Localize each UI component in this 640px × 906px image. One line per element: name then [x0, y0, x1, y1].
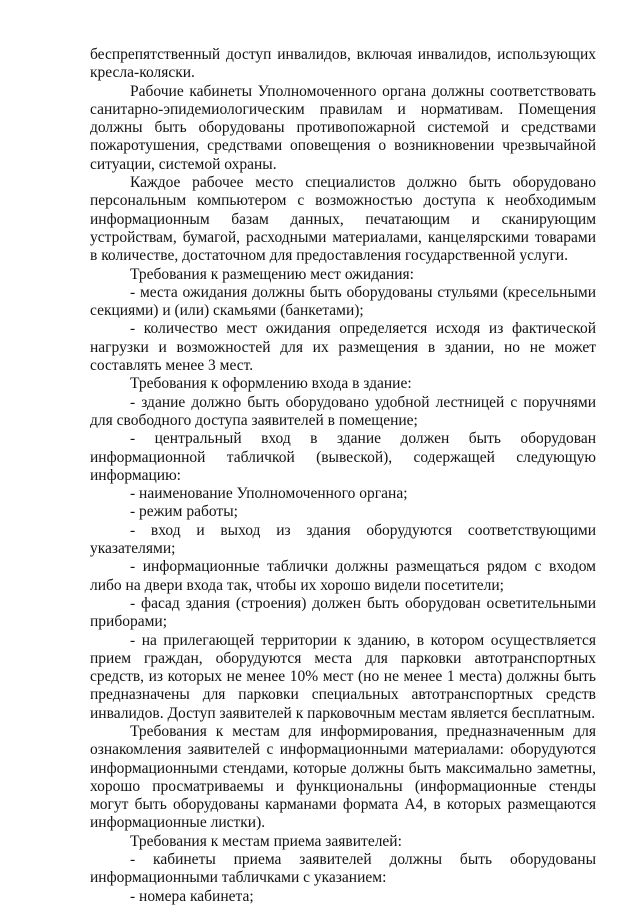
paragraph-1: беспрепятственный доступ инвалидов, включая инвалидов, использующих кресла-коляски.	[90, 46, 596, 82]
paragraph-10: - наименование Уполномоченного органа;	[130, 485, 408, 503]
paragraph-4: Требования к размещению мест ожидания:	[130, 265, 414, 283]
paragraph-19: - номера кабинета;	[130, 887, 254, 905]
paragraph-2: Рабочие кабинеты Уполномоченного органа должны соответствовать санитарно-эпидемиологическим правилам и нормативам. Помещения должны быть оборудованы противопожарной системой и средствами пожаротушения, средствами оповещения о возникновении чрезвычайной ситуации, системой охраны.	[90, 82, 596, 173]
paragraph-14: - фасад здания (строения) должен быть оборудован осветительными приборами;	[90, 594, 596, 631]
paragraph-7: Требования к оформлению входа в здание:	[130, 375, 412, 393]
paragraph-13: - информационные таблички должны размещаться рядом с входом либо на двери входа так, чтобы их хорошо видели посетители;	[90, 558, 596, 594]
paragraph-6: - количество мест ожидания определяется исходя из фактической нагрузки и возможностей для их размещения в здании, но не может составлять менее 3 мест.	[90, 320, 596, 375]
paragraph-16: Требования к местам для информирования, предназначенным для ознакомления заявителей с информационными материалами: оборудуются информационными стендами, которые должны быть максимально заметны, хорошо просматриваемы и функциональны (информационные стенды могут быть оборудованы карманами формата А4, в которых размещаются информационные листки).	[90, 722, 596, 832]
paragraph-18: - кабинеты приема заявителей должны быть оборудованы информационными табличками с указанием:	[90, 851, 596, 887]
paragraph-11: - режим работы;	[130, 503, 238, 521]
paragraph-8: - здание должно быть оборудовано удобной лестницей с поручнями для свободного доступа заявителей в помещение;	[90, 393, 596, 429]
paragraph-15: - на прилегающей территории к зданию, в котором осуществляется прием граждан, оборудуются места для парковки автотранспортных средств, из которых не менее 10% мест (но не менее 1 места) должны быть предназначены для парковки специальных автотранспортных средств инвалидов. Доступ заявителей к парковочным местам является бесплатным.	[90, 631, 596, 722]
paragraph-9: - центральный вход в здание должен быть оборудован информационной табличкой (вывеской), содержащей следующую информацию:	[90, 430, 596, 484]
paragraph-3: Каждое рабочее место специалистов должно быть оборудовано персональным компьютером с возможностью доступа к необходимым информационным базам данных, печатающим и сканирующим устройствам, бумагой, расходными материалами, канцелярскими товарами в количестве, достаточном для предоставления государственной услуги.	[90, 174, 596, 265]
paragraph-12: - вход и выход из здания оборудуются соответствующими указателями;	[90, 521, 596, 558]
paragraph-17: Требования к местам приема заявителей:	[130, 832, 402, 850]
paragraph-5: - места ожидания должны быть оборудованы стульями (кресельными секциями) и (или) скамьями (банкетами);	[90, 283, 596, 320]
